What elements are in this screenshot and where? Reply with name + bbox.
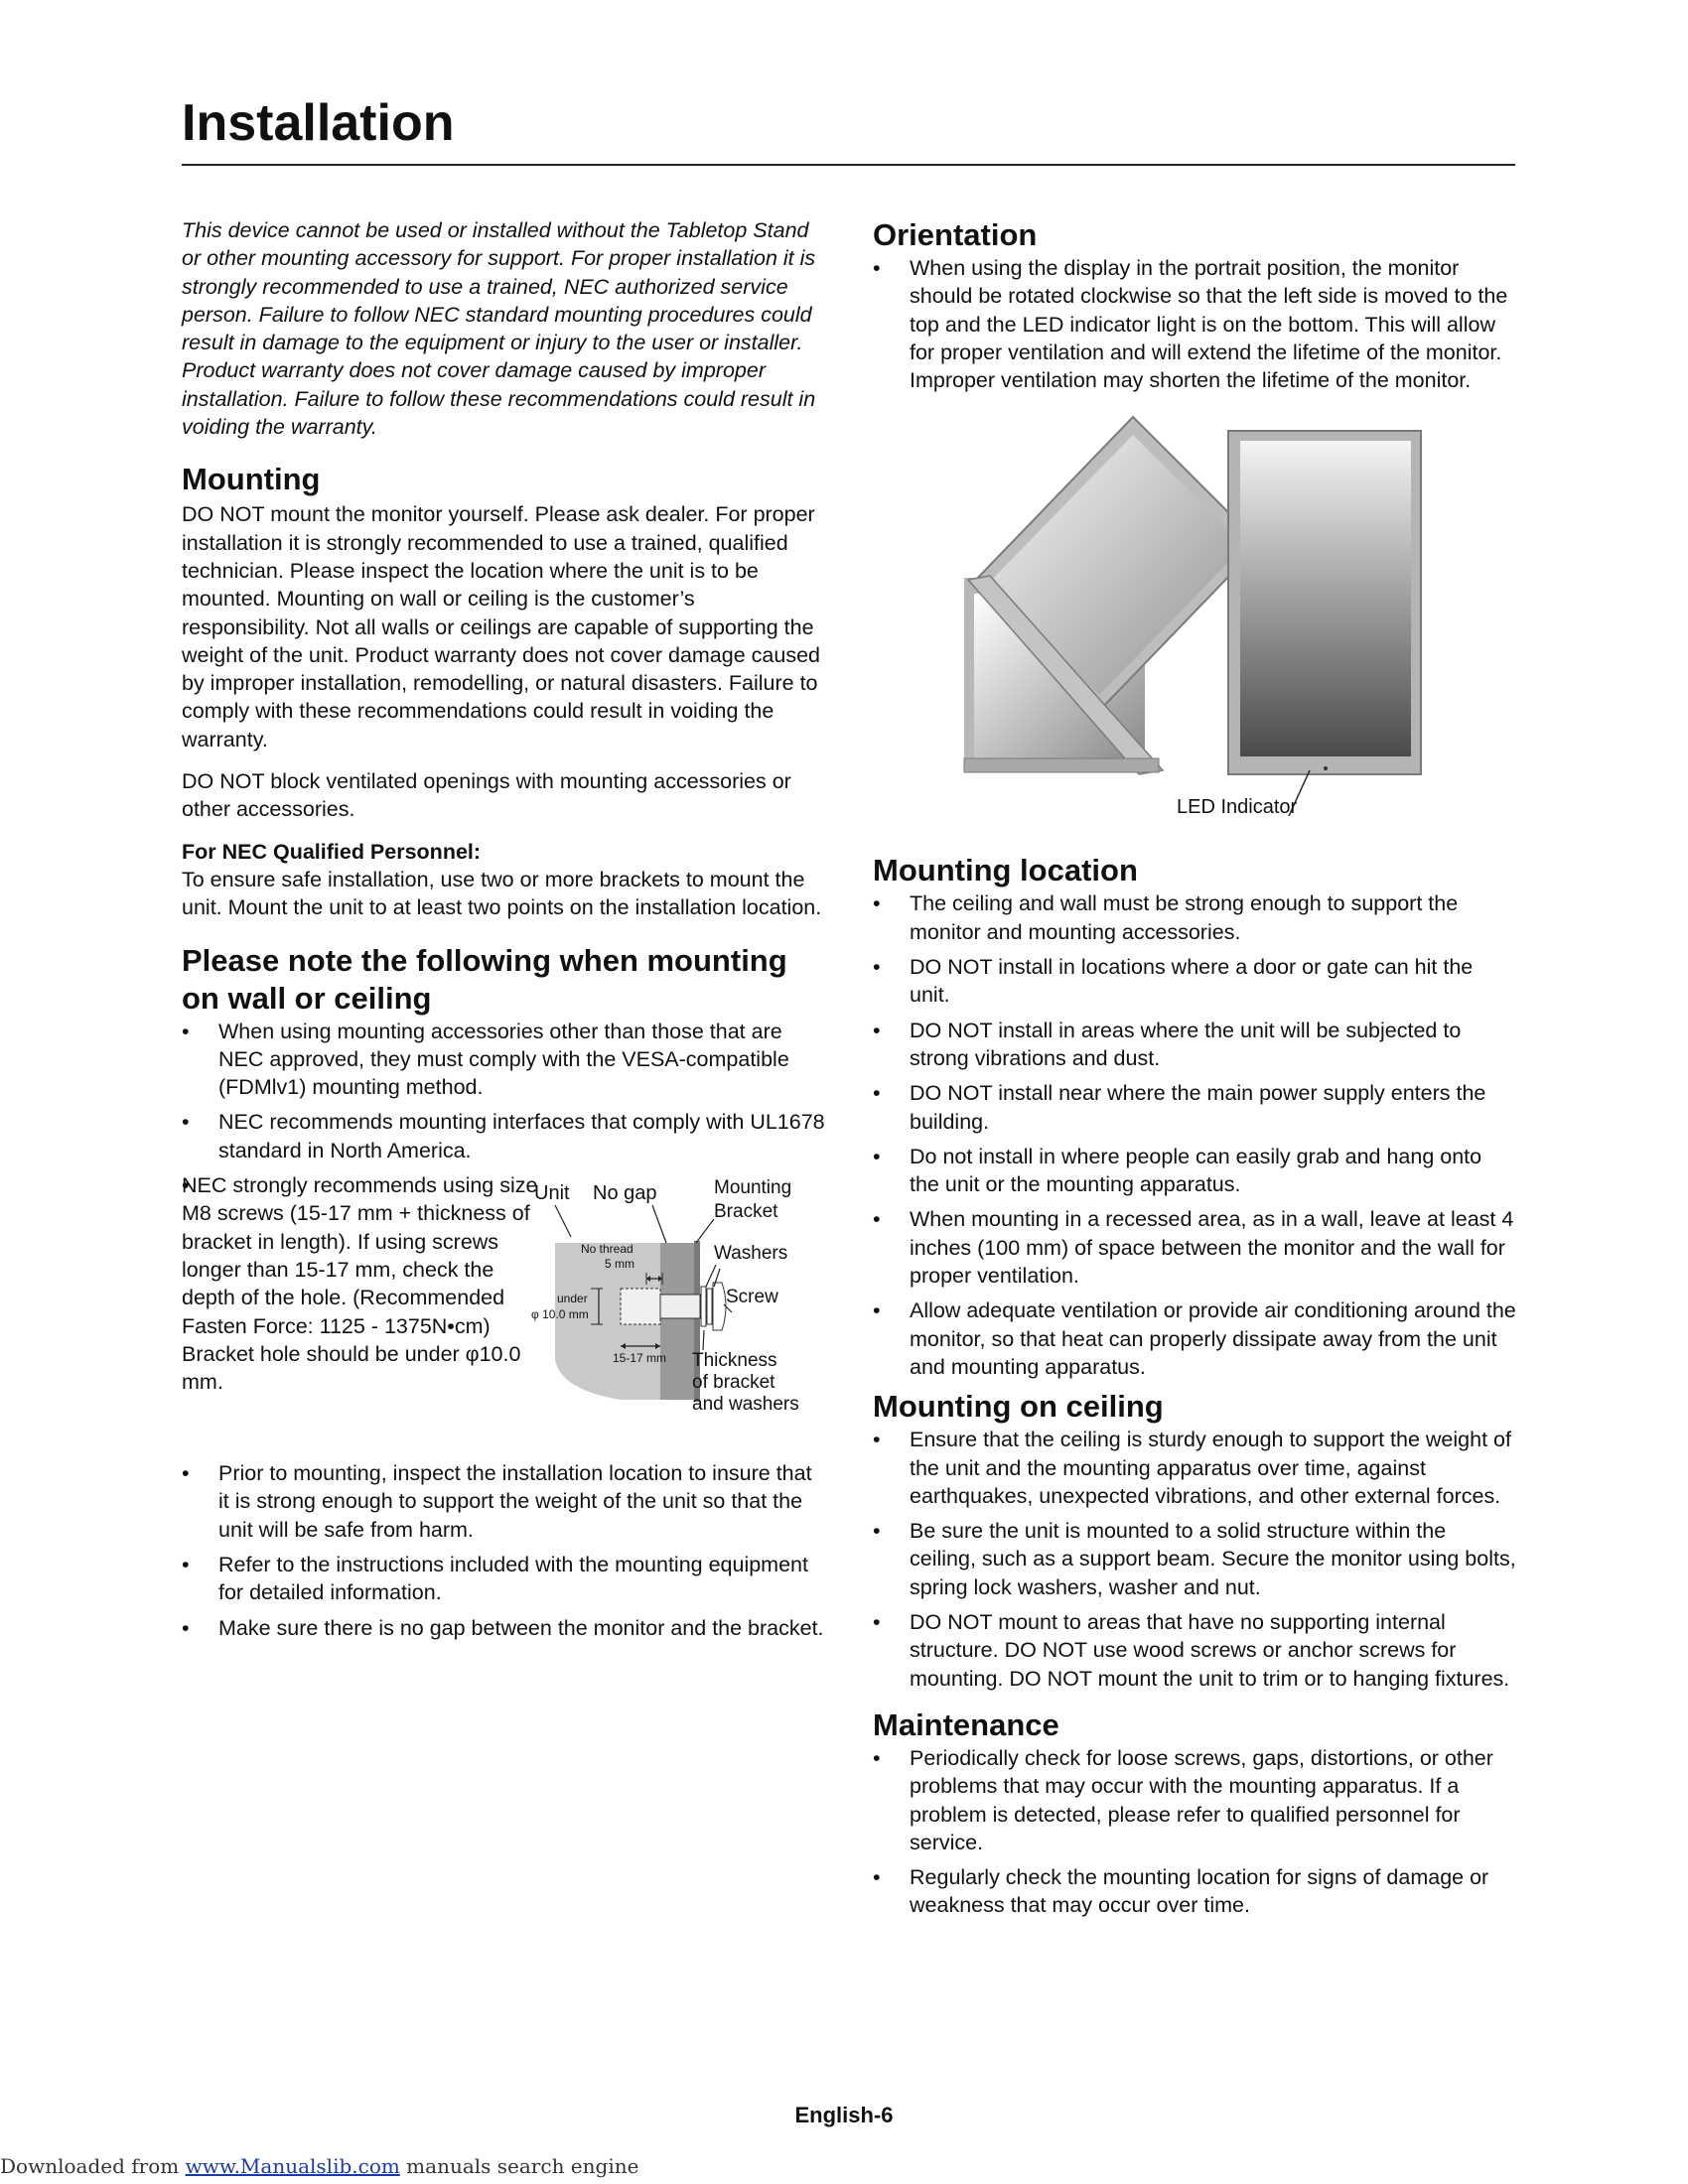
mounting-label: Mounting xyxy=(714,1177,792,1199)
manualslib-link[interactable]: www.Manualslib.com xyxy=(185,2154,400,2178)
screw-mounting-diagram xyxy=(472,1171,879,1420)
led-indicator-label: LED Indicator xyxy=(1177,796,1298,819)
list-item: • Be sure the unit is mounted to a solid structure within the ceiling, such as a support beam. Secure the monitor using bolts, spring lock washers, washer and nut. xyxy=(873,1517,1516,1601)
screw-label: Screw xyxy=(726,1287,778,1308)
list-item: • When mounting in a recessed area, as in a wall, leave at least 4 inches (100 mm) of space between the monitor and the wall for proper ventilation. xyxy=(873,1205,1516,1290)
list-item: • Make sure there is no gap between the monitor and the bracket. xyxy=(182,1614,825,1642)
list-item: • Regularly check the mounting location for signs of damage or weakness that may occur over time. xyxy=(873,1863,1516,1920)
list-item: • Periodically check for loose screws, gaps, distortions, or other problems that may occur with the mounting apparatus. If a problem is detected, please refer to qualified personnel for service. xyxy=(873,1744,1516,1856)
under-label: under xyxy=(557,1292,588,1306)
list-item: • Refer to the instructions included with the mounting equipment for detailed information. xyxy=(182,1551,825,1607)
mounting-location-list xyxy=(873,889,1516,1381)
unit-label: Unit xyxy=(534,1182,570,1205)
list-item: • DO NOT install near where the main power supply enters the building. xyxy=(873,1079,1516,1136)
ventilation-paragraph: DO NOT block ventilated openings with mounting accessories or other accessories. xyxy=(182,769,791,822)
fifteen-mm-label: 15-17 mm xyxy=(613,1351,667,1366)
mounting-ceiling-list xyxy=(873,1426,1516,1693)
orientation-list xyxy=(873,254,1516,394)
nec-personnel-label: For NEC Qualified Personnel: xyxy=(182,839,482,864)
list-item: • NEC recommends mounting interfaces that comply with UL1678 standard in North America. xyxy=(182,1108,825,1164)
portrait-rotation-diagram xyxy=(873,401,1516,846)
mounting-paragraph: DO NOT mount the monitor yourself. Please ask dealer. For proper installation it is strongly recommended to use a trained, qualified technician. Please inspect the location where the unit is to be mounted. Mounting on wall or ceiling is the customer’s responsibility. Not all walls or ceilings are capable of supporting the weight of the unit. Product warranty does not cover damage caused by improper installation, remodelling, or natural disasters. Failure to comply with these recommendations could result in voiding the warranty. xyxy=(182,502,820,751)
mounting-heading: Mounting xyxy=(182,462,321,497)
phi-label: φ 10.0 mm xyxy=(531,1307,589,1322)
list-item: • Do not install in where people can easily grab and hang onto the unit or the mounting apparatus. xyxy=(873,1143,1516,1199)
maintenance-list xyxy=(873,1744,1516,1920)
list-item: • The ceiling and wall must be strong enough to support the monitor and mounting accessories. xyxy=(873,889,1516,946)
and-washers-label: and washers xyxy=(692,1394,799,1416)
note-list xyxy=(182,1018,825,1642)
washers-label: Washers xyxy=(714,1243,788,1265)
list-item: • DO NOT mount to areas that have no supporting internal structure. DO NOT use wood screws or anchor screws for mounting. DO NOT mount the unit to trim or to hanging fixtures. xyxy=(873,1608,1516,1693)
orientation-figure xyxy=(873,401,1516,846)
no-thread-label: No thread xyxy=(581,1242,633,1257)
mounting-ceiling-heading: Mounting on ceiling xyxy=(873,1389,1164,1425)
list-item: • DO NOT install in locations where a door or gate can hit the unit. xyxy=(873,953,1516,1010)
orientation-heading: Orientation xyxy=(873,217,1038,252)
download-footer xyxy=(0,2154,638,2178)
list-item: • When using mounting accessories other than those that are NEC approved, they must comply with the VESA-compatible (FDMlv1) mounting method. xyxy=(182,1018,825,1102)
page-title: Installation xyxy=(182,94,455,152)
right-column xyxy=(873,216,1516,1927)
list-item: • Prior to mounting, inspect the installation location to insure that it is strong enough to support the weight of the unit so that the unit will be safe from harm. xyxy=(182,1459,825,1544)
of-bracket-label: of bracket xyxy=(692,1372,775,1394)
nec-personnel-text: To ensure safe installation, use two or more brackets to mount the unit. Mount the unit to at least two points on the installation location. xyxy=(182,867,822,920)
list-item: • When using the display in the portrait position, the monitor should be rotated clockwise so that the left side is moved to the top and the LED indicator light is on the bottom. This will allow for proper ventilation and will extend the lifetime of the monitor. Improper ventilation may shorten the lifetime of the monitor. xyxy=(873,254,1516,394)
thickness-label: Thickness xyxy=(692,1350,777,1372)
list-item: • Allow adequate ventilation or provide air conditioning around the monitor, so that heat can properly dissipate away from the unit and mounting apparatus. xyxy=(873,1297,1516,1381)
no-gap-label: No gap xyxy=(593,1182,657,1205)
five-mm-label: 5 mm xyxy=(605,1257,634,1272)
left-column xyxy=(182,216,825,1649)
maintenance-heading: Maintenance xyxy=(873,1706,1059,1742)
screw-recommendation-text: • NEC strongly recommends using size M8 screws (15-17 mm + thickness of bracket in length). If using screws longer than 15-17 mm, check the depth of the hole. (Recommended Fasten Force: 1125 - 1375N•cm) Bracket hole should be under φ10.0 mm. xyxy=(182,1173,538,1395)
downloaded-from-text: Downloaded from xyxy=(0,2154,180,2178)
manuals-search-text: manuals search engine xyxy=(399,2154,639,2178)
page-number: English-6 xyxy=(794,2103,894,2127)
mounting-location-heading: Mounting location xyxy=(873,853,1138,888)
list-item: • DO NOT install in areas where the unit will be subjected to strong vibrations and dust. xyxy=(873,1017,1516,1073)
list-item-screws xyxy=(182,1171,825,1452)
intro-paragraph: This device cannot be used or installed without the Tabletop Stand or other mounting accessory for support. For proper installation it is strongly recommended to use a trained, NEC authorized service person. Failure to follow NEC standard mounting procedures could result in damage to the equipment or injury to the user or installer. Product warranty does not cover damage caused by improper installation. Failure to follow these recommendations could result in voiding the warranty. xyxy=(182,218,816,440)
bracket-label: Bracket xyxy=(714,1201,778,1223)
list-item: • Ensure that the ceiling is sturdy enough to support the weight of the unit and the mounting apparatus over time, against earthquakes, unexpected vibrations, and other external forces. xyxy=(873,1426,1516,1510)
title-divider xyxy=(182,164,1515,166)
note-heading: Please note the following when mounting on wall or ceiling xyxy=(182,942,787,1016)
